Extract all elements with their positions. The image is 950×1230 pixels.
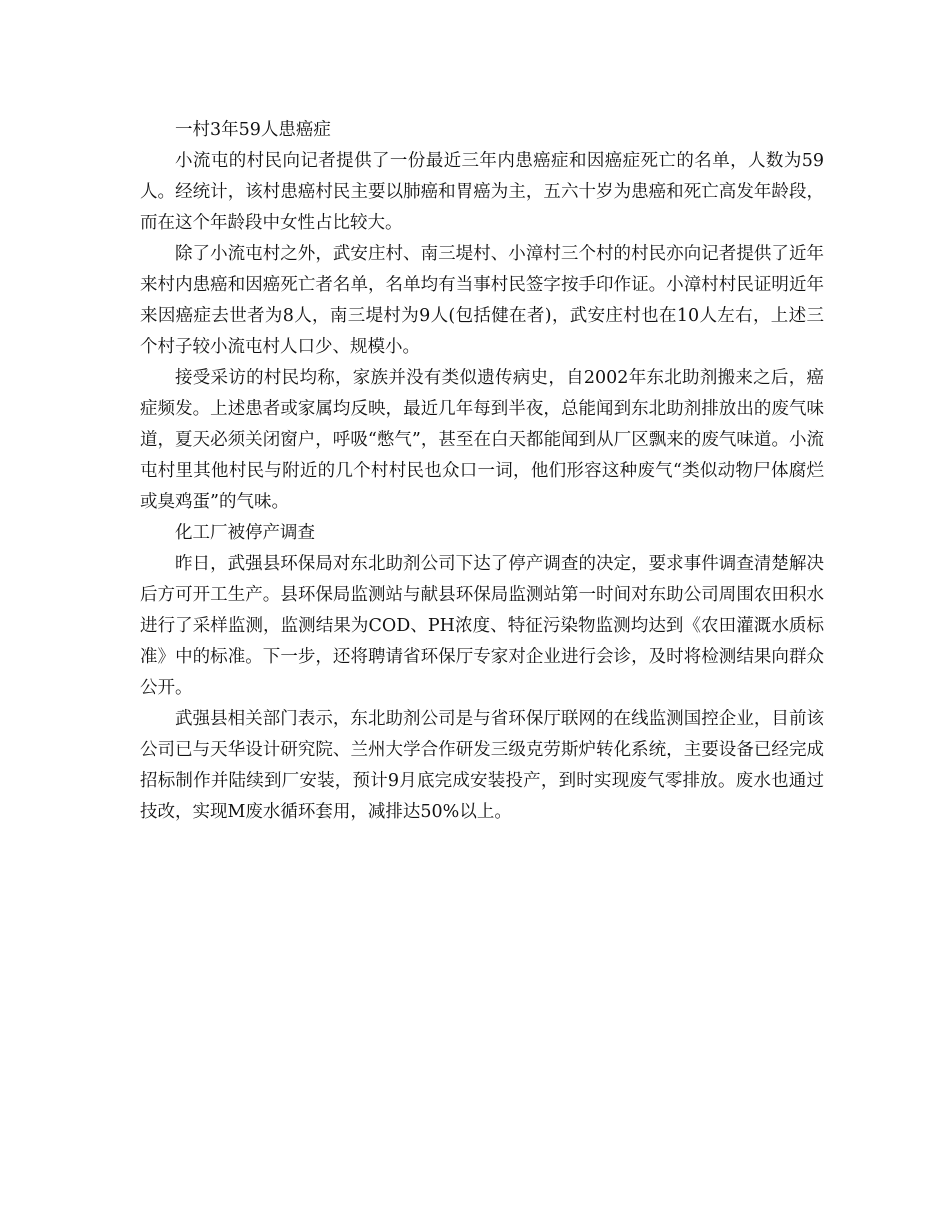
paragraph-official-response: 武强县相关部门表示，东北助剂公司是与省环保厅联网的在线监测国控企业，目前该公司已与天华设计研究院、兰州大学合作研发三级克劳斯炉转化系统，主要设备已经完成招标制作并陆续到厂安装，预计9月底完成安装投产，到时实现废气零排放。废水也通过技改，实现M废水循环套用，减排达50%以上。 [140,709,824,822]
section-heading-factory-halted: 化工厂被停产调查 [175,523,315,543]
paragraph-other-villages: 除了小流屯村之外，武安庄村、南三堤村、小漳村三个村的村民亦向记者提供了近年来村内患癌和因癌死亡者名单，名单均有当事村民签字按手印作证。小漳村村民证明近年来因癌症去世者为8人，南三堤村为9人(包括健在者)，武安庄村也在10人左右，上述三个村子较小流屯村人口少、规模小。 [140,244,824,357]
paragraph-investigation: 昨日，武强县环保局对东北助剂公司下达了停产调查的决定，要求事件调查清楚解决后方可开工生产。县环保局监测站与献县环保局监测站第一时间对东助公司周围农田积水进行了采样监测，监测结果为COD、PH浓度、特征污染物监测均达到《农田灌溉水质标准》中的标准。下一步，还将聘请省环保厅专家对企业进行会诊，及时将检测结果向群众公开。 [140,554,824,698]
paragraph-cancer-list: 小流屯的村民向记者提供了一份最近三年内患癌症和因癌症死亡的名单，人数为59人。经统计，该村患癌村民主要以肺癌和胃癌为主，五六十岁为患癌和死亡高发年龄段，而在这个年龄段中女性占比较大。 [140,151,824,233]
document-body [140,115,824,828]
section-heading-cancer-cases: 一村3年59人患癌症 [175,120,331,140]
paragraph-villager-accounts: 接受采访的村民均称，家族并没有类似遗传病史，自2002年东北助剂搬来之后，癌症频发。上述患者或家属均反映，最近几年每到半夜，总能闻到东北助剂排放出的废气味道，夏天必须关闭窗户，呼吸“憋气”，甚至在白天都能闻到从厂区飘来的废气味道。小流屯村里其他村民与附近的几个村村民也众口一词，他们形容这种废气“类似动物尸体腐烂或臭鸡蛋”的气味。 [140,368,824,512]
